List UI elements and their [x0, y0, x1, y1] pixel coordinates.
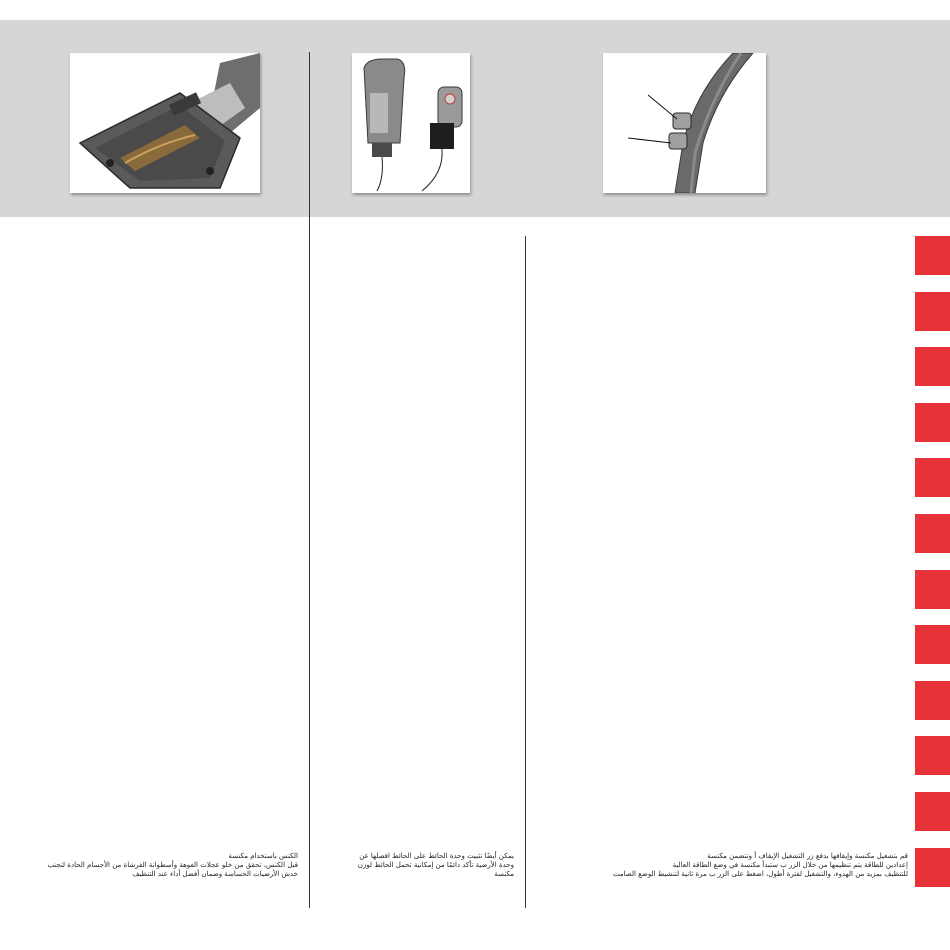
section-tab[interactable] — [915, 458, 950, 497]
caption-line: وحدة الأرضية تأكد دائمًا من إمكانية تحمل الحائط لوزن — [357, 861, 514, 869]
caption-line: قم بتشغيل مكنسة وإيقافها بدفع زر التشغيل الإيقاف أ وتتضمن مكنسة — [707, 852, 908, 860]
wall-mount-charger-photo — [352, 53, 470, 193]
section-tab[interactable] — [915, 681, 950, 720]
caption-line: قبل الكنس، تحقق من خلو عجلات الفوهة وأسطوانة الفرشاة من الأجسام الحادة لتجنب — [47, 861, 298, 869]
floor-nozzle-photo — [70, 53, 260, 193]
caption-left — [8, 852, 298, 879]
section-tab[interactable] — [915, 848, 950, 887]
caption-line: يمكن أيضًا تثبيت وحدة الحائط على الحائط افصلها عن — [359, 852, 514, 860]
wall-mount-and-charger-icon — [352, 53, 470, 193]
section-tab[interactable] — [915, 736, 950, 775]
vacuum-floor-nozzle-icon — [70, 53, 260, 193]
caption-middle — [314, 852, 514, 879]
section-tab[interactable] — [915, 347, 950, 386]
section-tab[interactable] — [915, 292, 950, 331]
section-tab[interactable] — [915, 792, 950, 831]
section-tab[interactable] — [915, 403, 950, 442]
caption-line: إعدادين للطاقة يتم تنظيمها من خلال الزر ب ستبدأ مكنسة في وضع الطاقة العالية — [672, 861, 908, 869]
caption-line: للتنظيف بمزيد من الهدوء، والتشغيل لفترة أطول، اضغط على الزر ب مرة ثانية لتنشيط الوضع الصامت — [613, 870, 908, 878]
caption-line: مكنسة — [494, 870, 514, 878]
handle-buttons-photo — [603, 53, 766, 193]
section-tab[interactable] — [915, 514, 950, 553]
handle-power-buttons-icon — [603, 53, 766, 193]
section-tab[interactable] — [915, 570, 950, 609]
column-divider-middle — [525, 236, 526, 908]
caption-right — [548, 852, 908, 879]
caption-line: الكنس باستخدام مكنسة — [228, 852, 298, 860]
caption-line: خدش الأرضيات الحساسة وضمان أفضل أداء عند التنظيف — [132, 870, 298, 878]
section-tab[interactable] — [915, 236, 950, 275]
column-divider-left — [309, 52, 310, 908]
section-tab[interactable] — [915, 625, 950, 664]
